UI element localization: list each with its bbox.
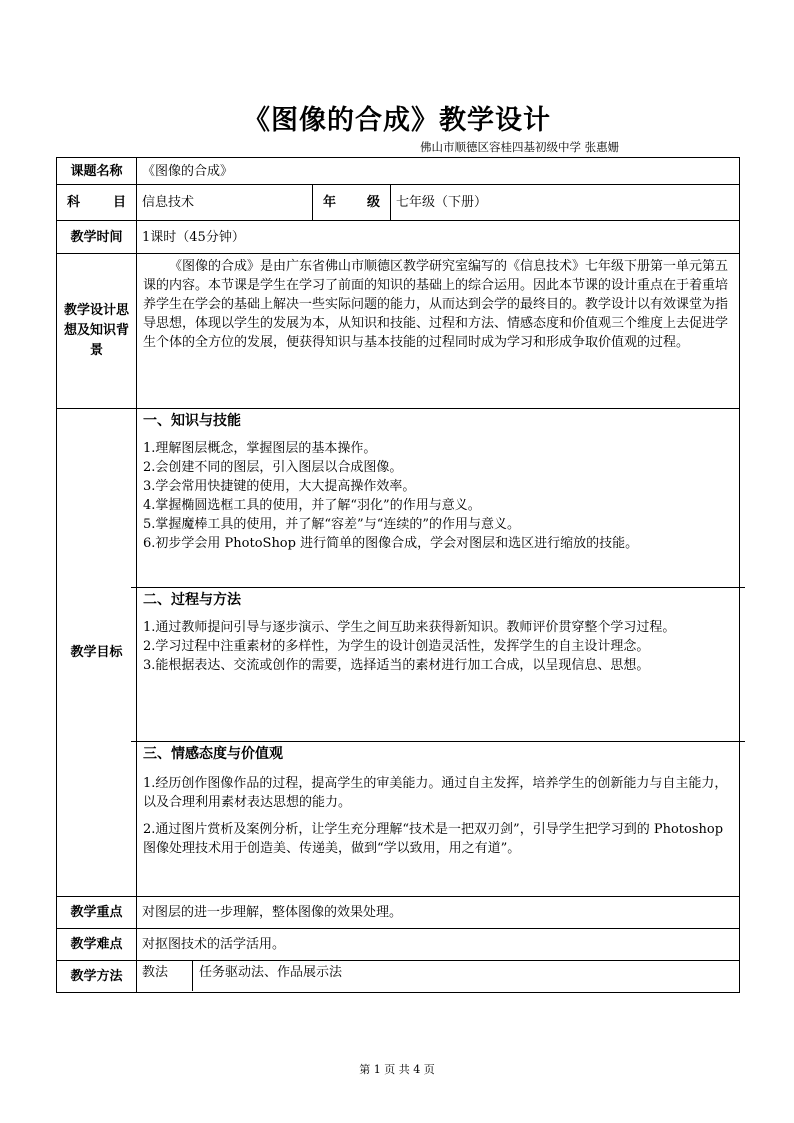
row-subject [57, 185, 740, 221]
row-background [57, 254, 740, 409]
topic-label: 课题名称 [57, 158, 137, 185]
row-difficulty [57, 929, 740, 961]
row-topic [57, 158, 740, 185]
background-text: 《图像的合成》是由广东省佛山市顺德区教学研究室编写的《信息技术》七年级下册第一单元第五课的内容。本节课是学生在学习了前面的知识的基础上的综合运用。因此本节课的设计重点在于着重培养学生在学会的基础上解决一些实际问题的能力，从而达到会学的最终目的。教学设计以有效课堂为指导思想，体现以学生的发展为本，从知识和技能、过程和方法、情感态度和价值观三个维度上去促进学生个体的全方位的发展，便获得知识与基本技能的过程同时成为学习和形成争取价值观的过程。 [137, 254, 740, 409]
objective-section-values [137, 742, 739, 858]
section-heading: 一、知识与技能 [143, 413, 241, 429]
grade-value: 七年级（下册） [391, 185, 740, 221]
objectives-content [137, 409, 740, 897]
methods-value: 任务驱动法、作品展示法 [199, 965, 343, 980]
objective-item: 2.学习过程中注重素材的多样性，为学生的设计创造灵活性，发挥学生的自主设计理念。 [143, 639, 650, 654]
row-time [57, 221, 740, 254]
objective-item: 4.掌握椭圆选框工具的使用，并了解“羽化”的作用与意义。 [143, 498, 481, 513]
difficulty-value: 对抠图技术的活学活用。 [137, 929, 740, 961]
author-line: 佛山市顺德区容桂四基初级中学 张惠姗 [420, 140, 620, 154]
grade-label: 年 级 [313, 185, 391, 221]
objective-item: 3.学会常用快捷键的使用，大大提高操作效率。 [143, 479, 416, 494]
row-objectives [57, 409, 740, 897]
subject-value: 信息技术 [137, 185, 313, 221]
objective-item: 6.初步学会用 PhotoShop 进行简单的图像合成，学会对图层和选区进行缩放的技能。 [143, 536, 639, 551]
methods-content [137, 961, 740, 993]
objective-section-process [137, 588, 739, 741]
objective-item: 3.能根据表达、交流或创作的需要，选择适当的素材进行加工合成，以呈现信息、思想。 [143, 658, 650, 673]
objectives-label: 教学目标 [57, 409, 137, 897]
key-point-value: 对图层的进一步理解，整体图像的效果处理。 [137, 897, 740, 929]
difficulty-label: 教学难点 [57, 929, 137, 961]
section-heading: 二、过程与方法 [143, 592, 241, 608]
background-label: 教学设计思想及知识背景 [57, 254, 137, 409]
objective-item: 1.理解图层概念，掌握图层的基本操作。 [143, 441, 377, 456]
time-value: 1课时（45分钟） [137, 221, 740, 254]
objective-item: 5.掌握魔棒工具的使用，并了解“容差”与“连续的”的作用与意义。 [143, 517, 520, 532]
key-point-label: 教学重点 [57, 897, 137, 929]
methods-label: 教学方法 [57, 961, 137, 993]
time-label: 教学时间 [57, 221, 137, 254]
methods-sub-label: 教法 [137, 961, 193, 991]
row-key-point [57, 897, 740, 929]
subject-label: 科 目 [57, 185, 137, 221]
objective-item: 2.会创建不同的图层，引入图层以合成图像。 [143, 460, 403, 475]
objective-item: 2.通过图片赏析及案例分析，让学生充分理解“技术是一把双刃剑”，引导学生把学习到的 Photoshop 图像处理技术用于创造美、传递美，做到“学以致用，用之有道”。 [143, 822, 724, 856]
objective-item: 1.通过教师提问引导与逐步演示、学生之间互助来获得新知识。教师评价贯穿整个学习过程。 [143, 620, 676, 635]
lesson-plan-table [56, 157, 740, 993]
row-methods [57, 961, 740, 993]
objective-item: 1.经历创作图像作品的过程，提高学生的审美能力。通过自主发挥，培养学生的创新能力与自主能力，以及合理利用素材表达思想的能力。 [143, 776, 728, 810]
topic-value: 《图像的合成》 [137, 158, 740, 185]
document-title: 《图像的合成》教学设计 [243, 105, 551, 136]
objective-section-knowledge [137, 409, 739, 587]
page-footer: 第 1 页 共 4 页 [359, 1063, 435, 1076]
section-heading: 三、情感态度与价值观 [143, 746, 283, 762]
